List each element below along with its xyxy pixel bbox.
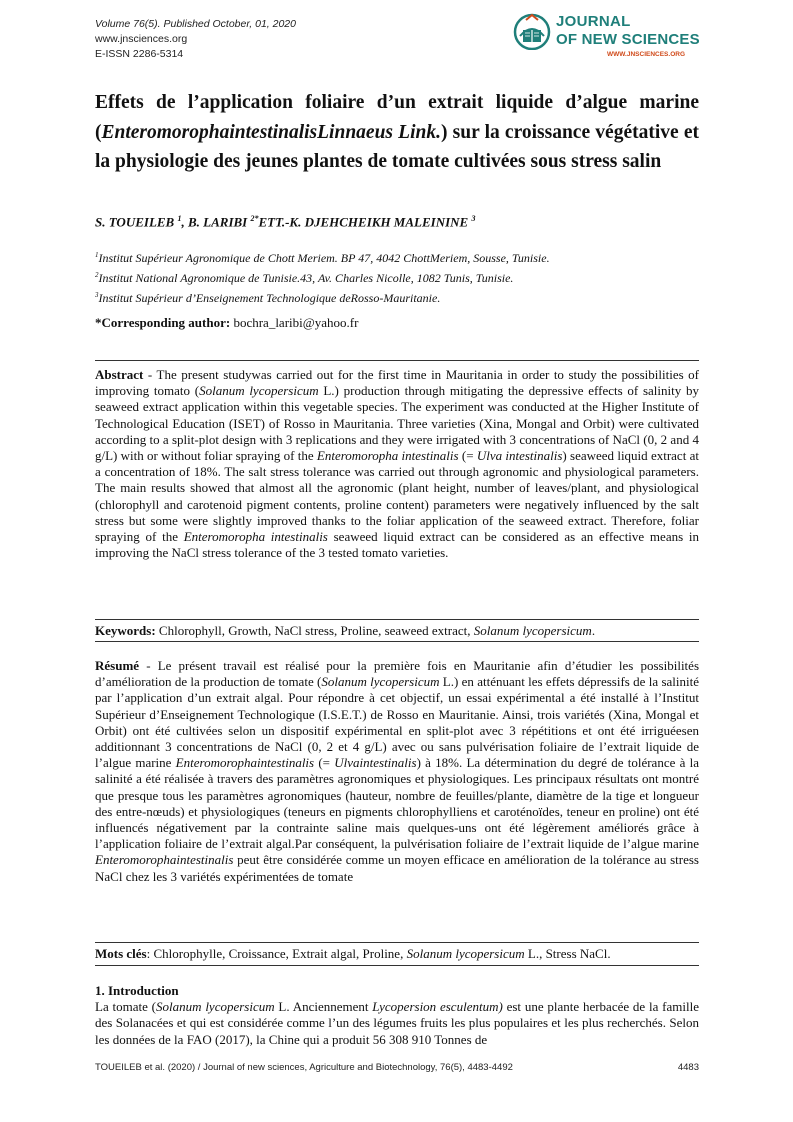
resume-section bbox=[95, 658, 699, 885]
section-heading: 1. Introduction bbox=[95, 983, 179, 998]
keywords bbox=[95, 623, 699, 639]
resume-label: Résumé bbox=[95, 658, 140, 673]
intro-italic: Solanum lycopersicum bbox=[156, 999, 275, 1015]
resume-text: - Le présent travail est réalisé pour la première fois en Mauritanie afin d’étudier les possibilités d’amélioration de la production de tomate ( bbox=[95, 658, 699, 690]
mots-cles-text: : Chlorophylle, Croissance, Extrait algal, Proline, bbox=[146, 946, 407, 961]
intro-paragraph bbox=[95, 999, 699, 1048]
resume-italic: Solanum lycopersicum bbox=[321, 674, 440, 690]
title-species: EnteromorophaintestinalisLinnaeus Link. bbox=[101, 121, 441, 143]
author-3: ETT.-K. DJEHCHEIKH MALEININE bbox=[258, 214, 472, 230]
volume-info: Volume 76(5). Published October, 01, 2020 bbox=[95, 18, 296, 30]
title-part2: ) sur la croissance végétative et la physiologie des jeunes plantes de tomate cultivées sous stress salin bbox=[95, 121, 699, 172]
abstract-italic: Enteromoropha intestinalis bbox=[183, 529, 328, 545]
abstract-text: seaweed liquid extract can be considered as an effective means in improving the NaCl stress tolerance of the 3 tested tomato varieties. bbox=[95, 529, 699, 561]
resume-text: L.) en atténuant les effets dépressifs de la salinité par l’application d’un extrait algal. Pour répondre à cet objectif, un essai expérimental a été installé à l’Institut Supérieur d’Enseignement Technologique (I.S.E.T.) de Rosso en Mauritanie. Ainsi, trois variétés (Xina, Mongal et Orbit) ont été cultivées selon un dispositif expérimental en split-plot avec 3 répétitions et ont été irriguéesen additionnant 3 concentrations de NaCl (0, 2 et 4 g/L) avec ou sans pulvérisation foliaire de l’extrait liquide de l’algue marine bbox=[95, 674, 699, 771]
intro-italic: Lycopersion esculentum) bbox=[372, 999, 503, 1015]
abstract-label: Abstract bbox=[95, 367, 144, 382]
resume-italic: Enteromorophaintestinalis bbox=[175, 755, 315, 771]
intro-text: L. Anciennement bbox=[274, 999, 373, 1015]
divider bbox=[95, 942, 699, 943]
corresponding-author bbox=[95, 315, 358, 331]
mots-cles-end: L., Stress NaCl. bbox=[524, 946, 611, 961]
issn: E-ISSN 2286-5314 bbox=[95, 48, 184, 60]
journal-header bbox=[95, 17, 296, 62]
footer-citation: TOUEILEB et al. (2020) / Journal of new sciences, Agriculture and Biotechnology, 76(5), 4483-4492 bbox=[95, 1062, 513, 1073]
abstract-text: - The present studywas carried out for the first time in Mauritania in order to study the possibilities of improving tomato ( bbox=[95, 367, 699, 399]
corresponding-email[interactable]: bochra_laribi@yahoo.fr bbox=[230, 315, 359, 330]
affiliation-item bbox=[95, 247, 550, 267]
abstract-italic: Solanum lycopersicum bbox=[199, 383, 319, 399]
corresponding-label: *Corresponding author: bbox=[95, 315, 231, 330]
book-emblem-icon bbox=[512, 12, 552, 50]
affiliation-number: 2 bbox=[95, 271, 99, 279]
logo-title-line1: JOURNAL bbox=[556, 13, 631, 30]
divider bbox=[95, 619, 699, 620]
keywords-text: Chlorophyll, Growth, NaCl stress, Proline, seaweed extract, bbox=[155, 623, 474, 638]
abstract-section bbox=[95, 367, 699, 561]
abstract-italic: Enteromoropha intestinalis bbox=[316, 448, 459, 464]
introduction-section bbox=[95, 983, 699, 1048]
mots-cles-label: Mots clés bbox=[95, 946, 147, 961]
affiliation-item bbox=[95, 267, 550, 287]
resume-text: (= bbox=[314, 755, 335, 771]
page-number: 4483 bbox=[677, 1062, 699, 1073]
resume-italic: Enteromorophaintestinalis bbox=[95, 852, 234, 868]
author-2-affil: 2* bbox=[250, 214, 259, 223]
abstract-text: (= bbox=[458, 448, 477, 464]
resume-text: ) à 18%. La détermination du degré de tolérance à la salinité a été réalisée à travers des paramètres agronomiques et physiologiques. Les principaux résultats ont montré que presque tous les paramètres agronomiques (hauteur, nombre de feuilles/plante, diamètre de la tige et longueur des entre-nœuds) et physiologiques (teneurs en pigments chlorophylliens et caroténoïdes, teneur en proline) ont été influencés négativement par la contrainte saline mais quelques-uns ont été légèrement améliorés grâce à l’application foliaire de l’extrait algal.Par conséquent, la pulvérisation foliaire de l’extrait liquide de l’algue marine bbox=[95, 755, 699, 852]
divider bbox=[95, 965, 699, 966]
keywords-italic: Solanum lycopersicum bbox=[473, 623, 592, 638]
author-3-affil: 3 bbox=[471, 214, 476, 223]
logo-title-line2: OF NEW SCIENCES bbox=[556, 31, 700, 48]
affiliation-number: 3 bbox=[95, 291, 99, 299]
abstract-text: ) seaweed liquid extract at a concentration of 18%. The salt stress tolerance was carried out through agronomic and physiological parameters. The main results showed that almost all the agronomic (plant height, number of leaves/plant, and physiological (chlorophyll and carotenoid pigment contents, proline content) parameters were negatively influenced by the salt stress but some were slightly improved thanks to the foliar application of the seaweed extract. Therefore, foliar spraying of the bbox=[95, 448, 699, 545]
affiliation-number: 1 bbox=[95, 251, 99, 259]
abstract-text: L.) production through mitigating the depressive effects of salinity by seaweed extract application within this vegetable species. The experiment was conducted at the Higher Institute of Technological Education (ISET) of Rosso in Mauritania. Three varieties (Xina, Mongal and Orbit) were cultivated according to a split-plot design with 3 replications and they were irrigated with 3 concentrations of NaCl (0, 2 and 4 g/L) with or without foliar spraying of the bbox=[95, 383, 699, 464]
author-1-affil: 1 bbox=[177, 214, 182, 223]
paper-title bbox=[95, 88, 699, 177]
divider bbox=[95, 641, 699, 642]
author-2: , B. LARIBI bbox=[181, 214, 251, 230]
abstract-italic: Ulva intestinalis bbox=[476, 448, 563, 464]
affiliation-item bbox=[95, 287, 550, 307]
keywords-label: Keywords: bbox=[95, 623, 156, 638]
intro-text: La tomate ( bbox=[95, 999, 157, 1015]
intro-text: est une plante herbacée de la famille des Solanacées et qui est considérée comme l’un des légumes fruits les plus populaires et les plus recherchés. Selon les données de la FAO (2017), la Chine qui a produit 56 308 910 Tonnes de bbox=[95, 999, 699, 1047]
resume-italic: Ulvaintestinalis bbox=[334, 755, 417, 771]
divider bbox=[95, 360, 699, 361]
affiliation-text: Institut National Agronomique de Tunisie.43, Av. Charles Nicolle, 1082 Tunis, Tunisie. bbox=[98, 271, 514, 285]
journal-logo bbox=[512, 10, 702, 64]
mots-cles bbox=[95, 946, 699, 962]
title-part1: Effets de l’application foliaire d’un extrait liquide d’algue marine ( bbox=[95, 92, 699, 143]
author-list bbox=[95, 214, 475, 230]
author-1: S. TOUEILEB bbox=[95, 214, 178, 230]
mots-cles-italic: Solanum lycopersicum bbox=[406, 946, 525, 961]
affiliations bbox=[95, 247, 550, 307]
affiliation-text: Institut Supérieur d’Enseignement Technologique deRosso-Mauritanie. bbox=[98, 291, 441, 305]
affiliation-text: Institut Supérieur Agronomique de Chott Meriem. BP 47, 4042 ChottMeriem, Sousse, Tunisie. bbox=[98, 251, 550, 265]
resume-text: peut être considérée comme un moyen efficace en amélioration de la tolérance au stress NaCl chez les 3 variétés expérimentées de tomate bbox=[95, 852, 699, 884]
page-footer bbox=[95, 1062, 699, 1073]
journal-website[interactable]: www.jnsciences.org bbox=[95, 33, 188, 45]
keywords-end: . bbox=[591, 623, 596, 638]
logo-url: WWW.JNSCIENCES.ORG bbox=[607, 51, 686, 58]
